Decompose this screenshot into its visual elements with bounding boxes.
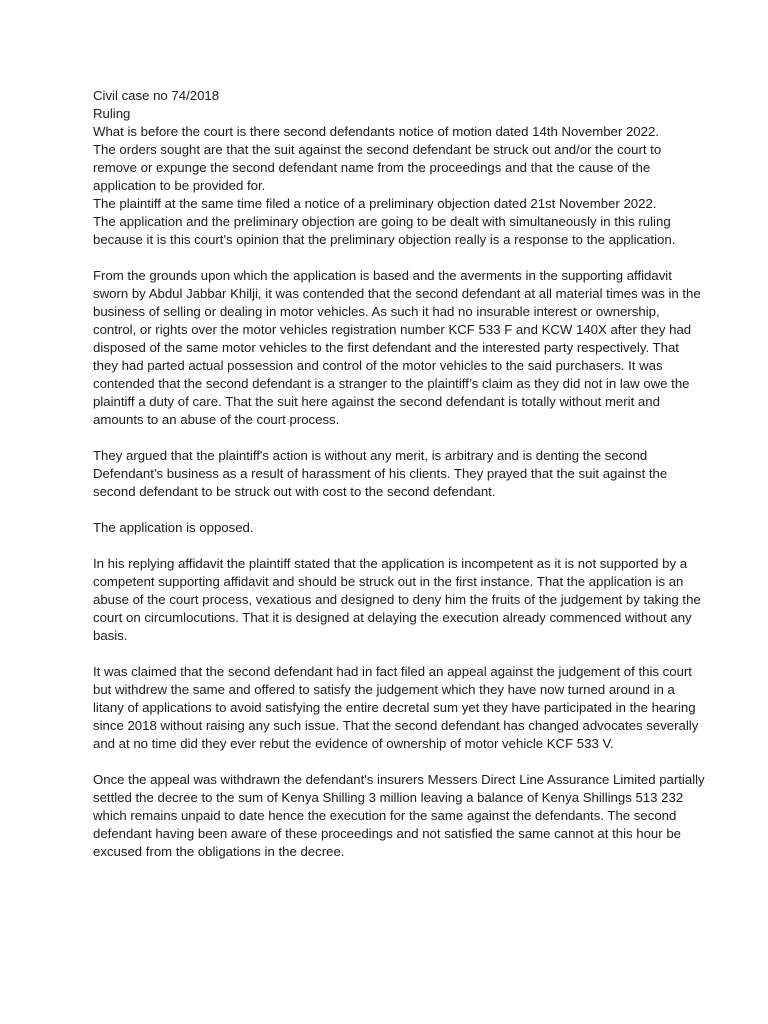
body-paragraph-grounds: From the grounds upon which the application is based and the averments in the supporting affidavit sworn by Abdul Jabbar Khilji, it was contended that the second defendant at all material times was in the business of selling or dealing in motor vehicles. As such it had no insurable interest or ownership, control, or rights over the motor vehicles registration number KCF 533 F and KCW 140X after they had disposed of the same motor vehicles to the first defendant and the interested party respectively. That they had parted actual possession and control of the motor vehicles to the said purchasers. It was contended that the second defendant is a stranger to the plaintiff’s claim as they did not in law owe the plaintiff a duty of care. That the suit here against the second defendant is totally without merit and amounts to an abuse of the court process.	[93, 268, 701, 427]
ruling-heading: Ruling	[93, 106, 131, 121]
body-paragraph-appeal-claim: It was claimed that the second defendant had in fact filed an appeal against the judgement of this court but withdrew the same and offered to satisfy the judgement which they have now turned around in a litany of applications to avoid satisfying the entire decretal sum yet they have participated in the hearing since 2018 without raising any such issue. That the second defendant has changed advocates severally and at no time did they ever rebut the evidence of ownership of motor vehicle KCF 533 V.	[93, 664, 699, 751]
intro-paragraph-1: What is before the court is there second defendants notice of motion dated 14th November 2022.	[93, 124, 659, 139]
body-paragraph-insurers: Once the appeal was withdrawn the defendant's insurers Messers Direct Line Assurance Limited partially settled the decree to the sum of Kenya Shilling 3 million leaving a balance of Kenya Shillings 513 232 which remains unpaid to date hence the execution for the same against the defendants. The second defendant having been aware of these proceedings and not satisfied the same cannot at this hour be excused from the obligations in the decree.	[93, 772, 705, 859]
case-number: Civil case no 74/2018	[93, 88, 220, 103]
body-paragraph-replying-affidavit: In his replying affidavit the plaintiff stated that the application is incompetent as it is not supported by a competent supporting affidavit and should be struck out in the first instance. That the application is an abuse of the court process, vexatious and designed to deny him the fruits of the judgement by taking the court on circumlocutions. That it is designed at delaying the execution already commenced without any basis.	[93, 556, 701, 643]
document-page	[93, 87, 705, 861]
intro-paragraph-4: The application and the preliminary objection are going to be dealt with simultaneously in this ruling because it is this court's opinion that the preliminary objection really is a response to the application.	[93, 214, 676, 247]
body-paragraph-argument: They argued that the plaintiff's action is without any merit, is arbitrary and is denting the second Defendant’s business as a result of harassment of his clients. They prayed that the suit against the second defendant to be struck out with cost to the second defendant.	[93, 448, 668, 499]
intro-paragraph-2: The orders sought are that the suit against the second defendant be struck out and/or the court to remove or expunge the second defendant name from the proceedings and that the cause of the application to be provided for.	[93, 142, 662, 193]
intro-paragraph-3: The plaintiff at the same time filed a notice of a preliminary objection dated 21st November 2022.	[93, 196, 657, 211]
body-paragraph-opposed: The application is opposed.	[93, 520, 254, 535]
